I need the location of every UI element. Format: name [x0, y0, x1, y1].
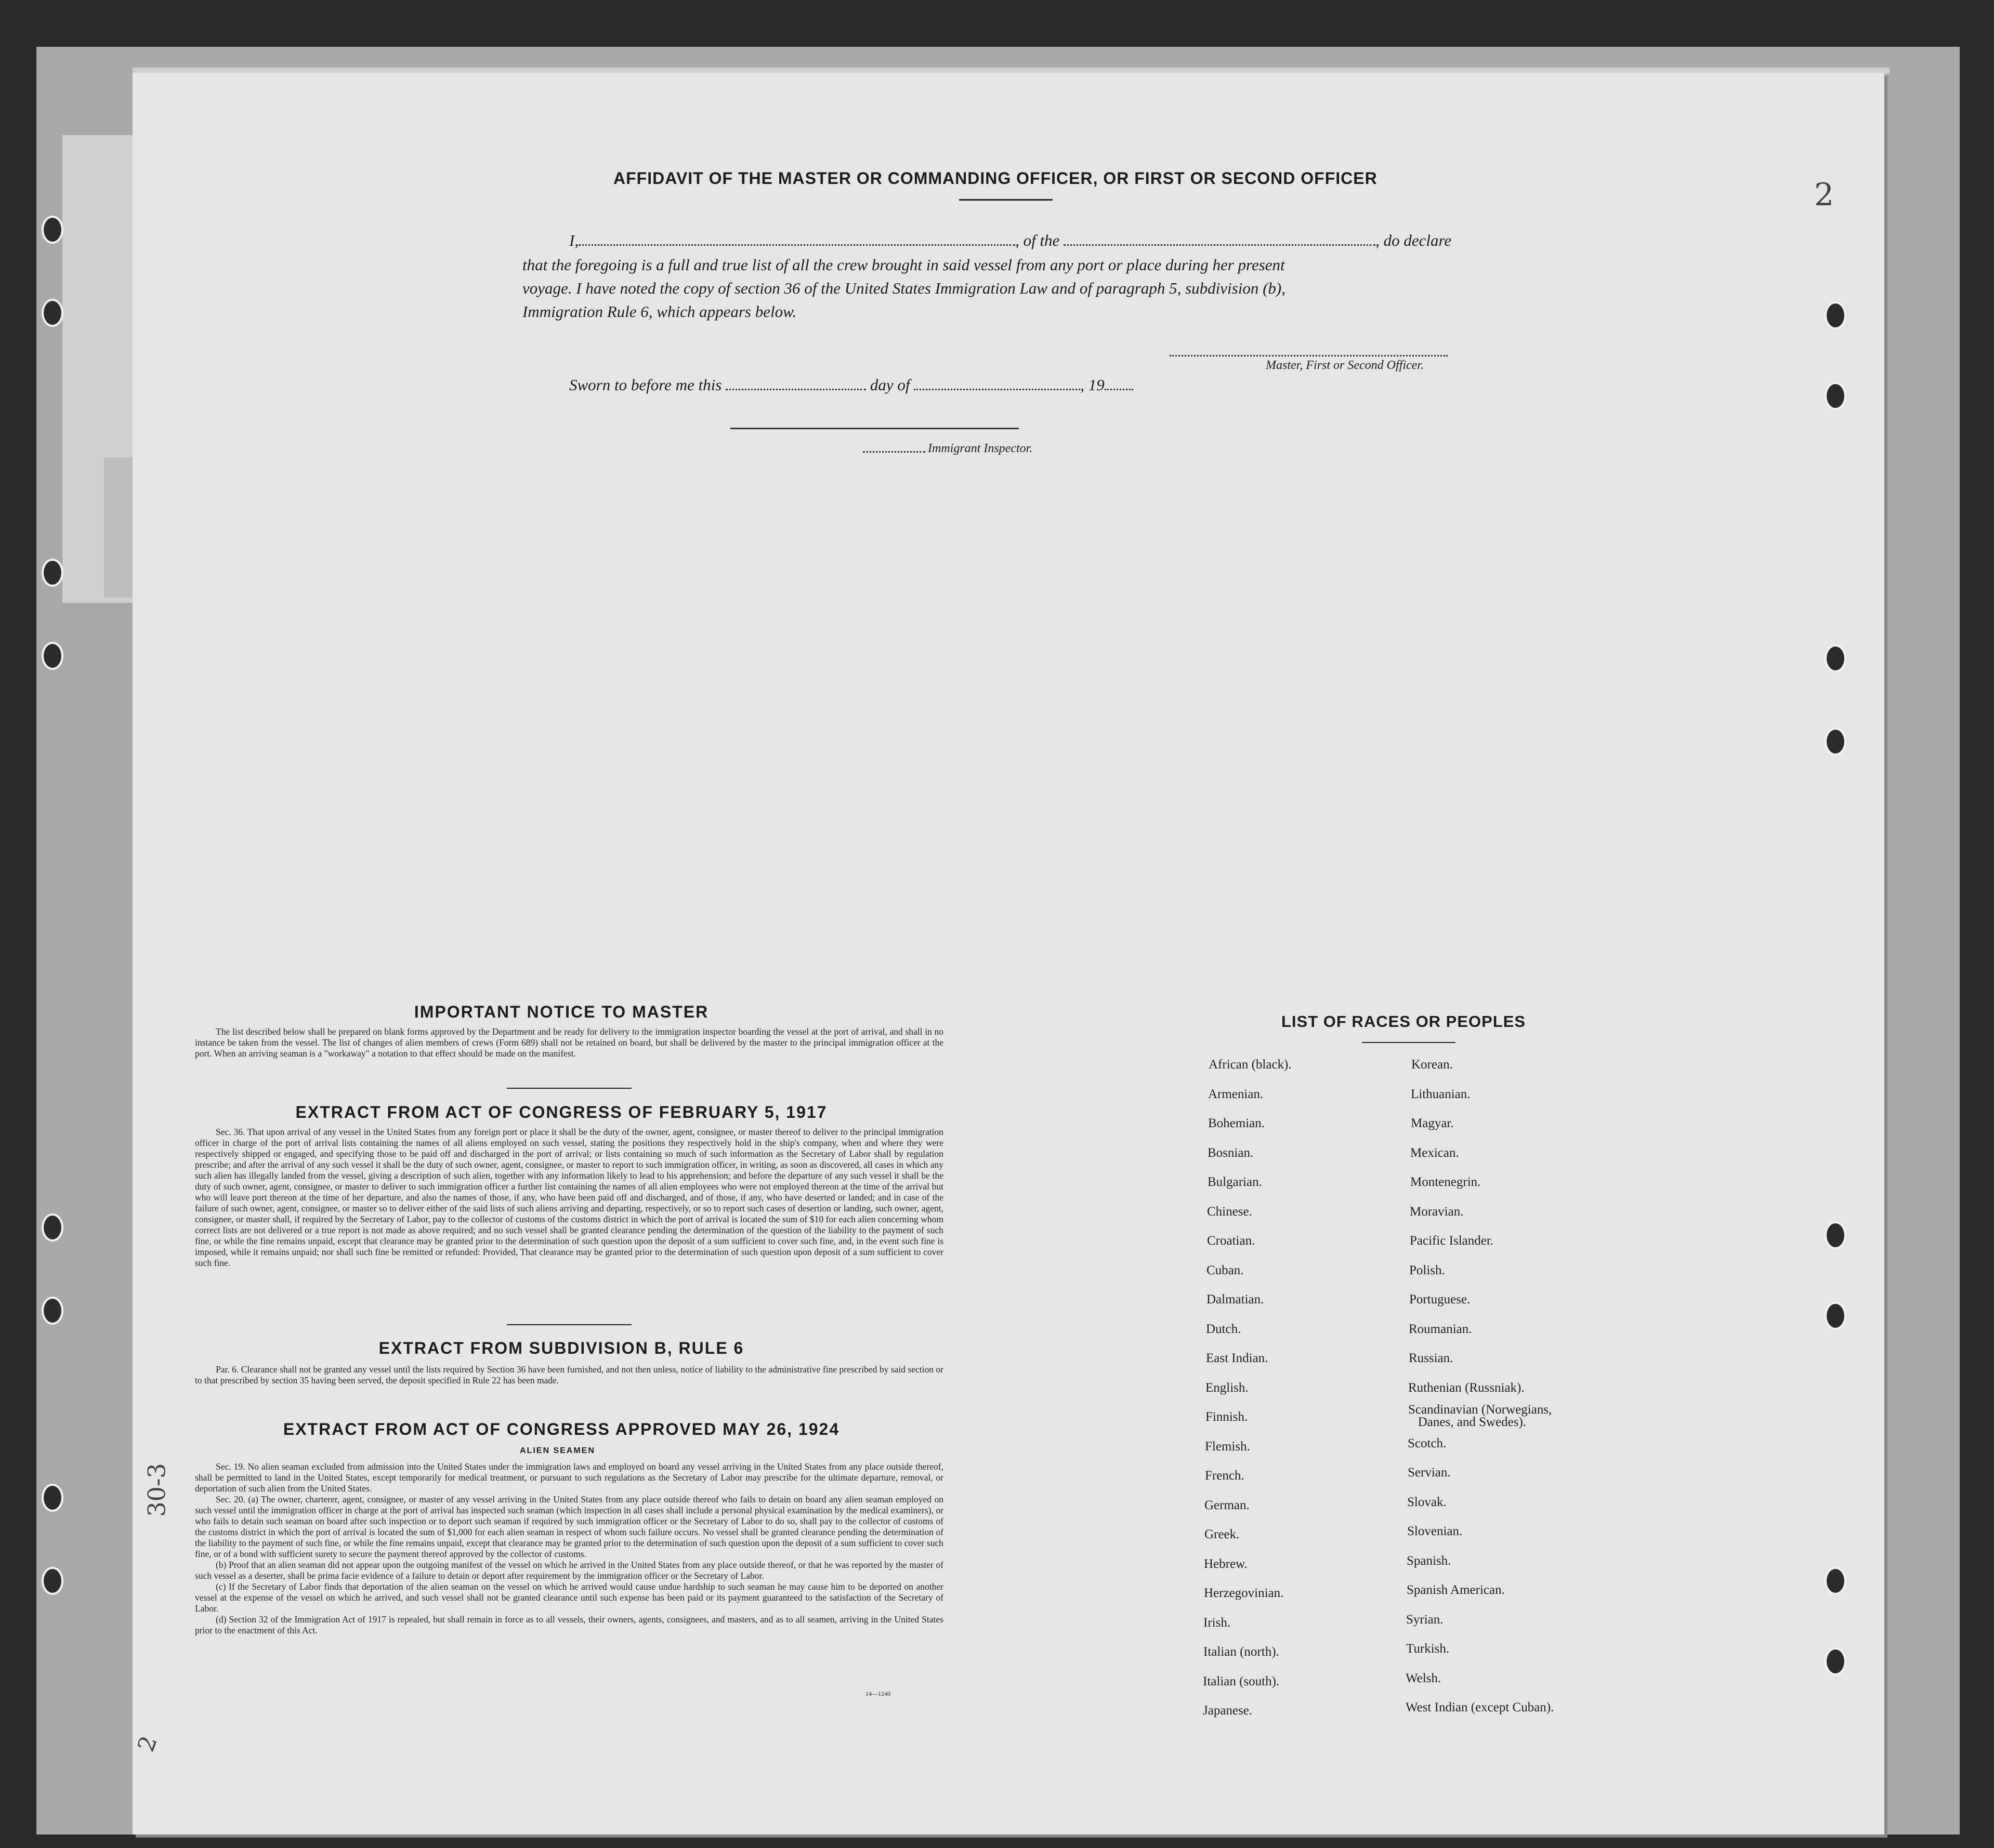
punch-hole [42, 299, 63, 327]
race-item-left: Bohemian. [1208, 1116, 1265, 1130]
races-title-underline [1362, 1042, 1455, 1043]
race-item-right: Spanish American. [1407, 1583, 1505, 1597]
race-item-left: Bosnian. [1208, 1145, 1254, 1160]
affidavit-line-1 [569, 229, 1489, 253]
par-6-paragraph: Par. 6. Clearance shall not be granted any vessel until the lists required by Section 36 have been furnished, and not then unless, notice of liability to the administrative fine prescribed by said section or to that prescribed by section 35 having been served, the deposit specified in Rule 22 has been made. [195, 1364, 943, 1385]
inspector-signature-line [730, 428, 1019, 429]
extract-1924-text [195, 1461, 943, 1636]
handwritten-corner-mark: 2 [133, 1732, 163, 1755]
section-divider [507, 1088, 632, 1089]
race-item-right: Turkish. [1406, 1642, 1450, 1656]
punch-hole [42, 1213, 63, 1242]
race-item-right: Portuguese. [1409, 1292, 1471, 1306]
sworn-year: , 19 [1080, 376, 1105, 394]
race-item-left: English. [1205, 1380, 1249, 1395]
race-item-left: Finnish. [1205, 1410, 1248, 1424]
sec-20d-paragraph: (d) Section 32 of the Immigration Act of 1917 is repealed, but shall remain in force as to all vessels, their owners, agents, consignees, and masters, and as to all seamen, arriving in the United States prior to the enactment of this Act. [195, 1614, 943, 1635]
sec-20b-paragraph: (b) Proof that an alien seaman did not appear upon the outgoing manifest of the vessel on which he arrived in the United States from any place outside thereof, or that he was reported by the master of such vessel as a deserter, shall be prima facie evidence of a failure to detain or deport after requirement by the immigration officer or the Secretary of Labor. [195, 1560, 943, 1581]
punch-hole [1825, 301, 1846, 329]
inspector-label: Immigrant Inspector. [928, 442, 1033, 455]
master-signature-line [1170, 355, 1448, 357]
alien-seamen-subtitle: ALIEN SEAMEN [520, 1446, 595, 1455]
notice-title: IMPORTANT NOTICE TO MASTER [414, 1002, 709, 1021]
race-item-right: Slovak. [1407, 1495, 1447, 1509]
affidavit-line-2: that the foregoing is a full and true list of all the crew brought in said vessel from any port or place during her present [522, 256, 1285, 274]
affidavit-title: AFFIDAVIT OF THE MASTER OR COMMANDING OFFICER, OR FIRST OR SECOND OFFICER [613, 169, 1378, 188]
notice-paragraph: The list described below shall be prepared on blank forms approved by the Department and be ready for delivery to the immigration inspector boarding the vessel at the port of arrival, and shall in no instance be taken from the vessel. The list of changes of alien members of crews (Form 689) shall not be retained on board, but shall be delivered by the master to the principal immigration officer at the port. When an arriving seaman is a "workaway" a notation to that effect should be made on the manifest. [195, 1026, 943, 1059]
race-item-left: Cuban. [1206, 1263, 1244, 1277]
section-divider [507, 1324, 632, 1325]
punch-hole [42, 1484, 63, 1512]
race-item-right: Lithuanian. [1411, 1087, 1471, 1101]
race-item-left: Hebrew. [1204, 1556, 1248, 1571]
punch-hole [1825, 728, 1846, 756]
race-item-left: Chinese. [1207, 1204, 1252, 1219]
race-item-left: Armenian. [1208, 1087, 1264, 1101]
race-item-right: Pacific Islander. [1410, 1234, 1494, 1248]
race-item-left: African (black). [1209, 1058, 1292, 1072]
race-item-left: Dalmatian. [1206, 1292, 1264, 1306]
sec-20c-paragraph: (c) If the Secretary of Labor finds that deportation of the alien seaman on the vessel on which he arrived would cause undue hardship to such seaman he may cause him to be deported on another vessel at the expense of the vessel on which he arrived, and such vessel shall not be granted clearance until such expense has been paid or its payment guaranteed to the satisfaction of the Secretary of Labor. [195, 1581, 943, 1614]
race-item-right: Scandinavian (Norwegians, Danes, and Swedes). [1408, 1403, 1552, 1429]
punch-hole [42, 1567, 63, 1595]
sworn-line [569, 373, 1245, 397]
handwritten-side-note: 30-3 [142, 1463, 171, 1517]
sec-20a-paragraph: Sec. 20. (a) The owner, charterer, agent, consignee, or master of any vessel arriving in the United States from any place outside thereof who fails to detain on board any alien seaman employed on such vessel until the immigration officer in charge at the port of arrival has inspected such seaman (which inspection in all cases shall include a personal physical examination by the medical examiners), or who fails to detain such seaman on board after such inspection or to deport such seaman if required by such immigration officer or the Secretary of Labor to do so, shall pay to the collector of customs of the customs district in which the port of arrival is located the sum of $1,000 for each alien seaman in respect of whom such failure occurs. No vessel shall be granted clearance pending the determination of the liability to the payment of such fine, or while the fine remains unpaid, except that clearance may be granted prior to the determination of such question upon the deposit of a sum sufficient to cover such fine, or of a bond with sufficient surety to secure the payment thereof approved by the collector of customs. [195, 1494, 943, 1559]
race-item-right: Roumanian. [1409, 1322, 1472, 1336]
race-item-right: Syrian. [1406, 1612, 1444, 1627]
race-item-left: Flemish. [1205, 1439, 1250, 1454]
master-signature-label: Master, First or Second Officer. [1266, 359, 1424, 372]
race-item-left: Dutch. [1206, 1322, 1241, 1336]
punch-hole [42, 216, 63, 244]
races-title: LIST OF RACES OR PEOPLES [1281, 1012, 1526, 1031]
punch-hole [1825, 644, 1846, 672]
sworn-day-of: day of [870, 376, 910, 394]
sworn-prefix: Sworn to before me this [569, 376, 722, 394]
race-item-left: Japanese. [1203, 1704, 1253, 1718]
handwritten-page-number: 2 [1814, 177, 1834, 213]
sec-36-paragraph: Sec. 36. That upon arrival of any vessel in the United States from any foreign port or place it shall be the duty of the owner, agent, consignee, or master thereof to deliver to the principal immigration officer in charge of the port of arrival lists containing the names of all aliens employed on such vessel, stating the positions they respectively hold in the ship's company, when and where they were respectively shipped or engaged, and specifying those to be paid off and discharged in the port of arrival; or lists containing so much of such information as the Secretary of Labor shall by regulation prescribe; and after the arrival of any such vessel it shall be the duty of such owner, agent, consignee, or master to report to such immigration officer, in writing, as soon as discovered, all cases in which any such alien has illegally landed from the vessel, giving a description of such alien, together with any information likely to lead to his apprehension; and before the departure of any such vessel it shall be the duty of such owner, agent, consignee, or master to deliver to such immigration officer a further list containing the names of all alien employees who were not employed thereon at the time of the arrival but who will leave port thereon at the time of her departure, and also the names of those, if any, who have been paid off and discharged, and of those, if any, who have deserted or landed; and in case of the failure of such owner, agent, consignee, or master so to deliver either of the said lists of such aliens arriving and departing, respectively, or so to report such cases of desertion or landing, such owner, agent, consignee, or master shall, if required by the Secretary of Labor, pay to the collector of customs of the customs district in which the port of arrival is located the sum of $10 for each alien concerning whom correct lists are not delivered or a true report is not made as above required; and no such vessel shall be granted clearance pending the determination of the question of the liability to the payment of such fine, or while the fine remains unpaid, except that clearance may be granted prior to the determination of such question upon the deposit of a sum sufficient to cover such fine, and, in the event such fine is imposed, while it remains unpaid; nor shall such fine be remitted or refunded: Provided, That clearance may be granted prior to the determination of such question upon deposit of a sum sufficient to cover such fine. [195, 1127, 943, 1268]
race-item-right: Magyar. [1411, 1116, 1454, 1130]
race-item-left: Herzegovinian. [1204, 1586, 1284, 1600]
race-item-left: East Indian. [1206, 1351, 1268, 1365]
race-item-left: Greek. [1204, 1527, 1240, 1541]
race-item-right: Polish. [1409, 1263, 1445, 1277]
race-item-left: Bulgarian. [1208, 1175, 1262, 1189]
race-item-right: Slovenian. [1407, 1524, 1463, 1538]
punch-hole [1825, 382, 1846, 410]
sec-19-paragraph: Sec. 19. No alien seaman excluded from admission into the United States under the immigration laws and employed on board any vessel arriving in the United States from any place outside thereof, shall be permitted to land in the United States, except temporarily for medical treatment, or pursuant to such regulations as the Secretary of Labor may prescribe for the ultimate departure, removal, or deportation of such alien from the United States. [195, 1461, 943, 1494]
affidavit-declare: , do declare [1375, 231, 1452, 249]
extract-1917-text [195, 1127, 943, 1269]
race-item-right: Russian. [1409, 1351, 1453, 1365]
affidavit-of-the: , of the [1015, 231, 1060, 249]
race-item-right: Spanish. [1407, 1553, 1451, 1568]
affidavit-i: I, [569, 231, 579, 249]
affidavit-line-3: voyage. I have noted the copy of section 36 of the United States Immigration Law and of paragraph 5, subdivision (b), [522, 279, 1285, 297]
vessel-blank [1064, 244, 1375, 246]
sworn-year-blank [1105, 389, 1133, 390]
extract-1924-title: EXTRACT FROM ACT OF CONGRESS APPROVED MAY 26, 1924 [283, 1420, 840, 1438]
sworn-month-blank [914, 389, 1080, 390]
race-item-left: Croatian. [1207, 1234, 1255, 1248]
race-item-right: Korean. [1411, 1058, 1453, 1072]
race-item-right: Ruthenian (Russniak). [1408, 1380, 1525, 1395]
punch-hole [42, 1297, 63, 1325]
race-item-right: Moravian. [1410, 1204, 1464, 1219]
race-item-right: West Indian (except Cuban). [1406, 1700, 1554, 1714]
inspector-dotted-line [863, 451, 925, 453]
extract-1917-title: EXTRACT FROM ACT OF CONGRESS OF FEBRUARY 5, 1917 [295, 1103, 828, 1121]
punch-hole [42, 559, 63, 587]
title-underline [959, 199, 1053, 201]
race-item-right: Scotch. [1408, 1436, 1447, 1450]
race-item-left: German. [1204, 1498, 1250, 1512]
race-item-left: Irish. [1203, 1615, 1231, 1630]
punch-hole [42, 642, 63, 670]
sworn-day-blank [726, 389, 866, 390]
race-item-right: Montenegrin. [1410, 1175, 1481, 1189]
subdivision-title: EXTRACT FROM SUBDIVISION B, RULE 6 [378, 1339, 744, 1357]
affidavit-line-4: Immigration Rule 6, which appears below. [522, 302, 797, 321]
punch-hole [1825, 1221, 1846, 1249]
notice-text [195, 1026, 943, 1059]
race-item-right: Servian. [1408, 1466, 1451, 1480]
race-item-left: Italian (north). [1203, 1645, 1279, 1659]
subdivision-text [195, 1364, 943, 1386]
name-blank [579, 244, 1015, 246]
race-item-right: Mexican. [1410, 1145, 1459, 1160]
race-item-left: French. [1205, 1469, 1244, 1483]
race-item-left: Italian (south). [1203, 1674, 1280, 1688]
punch-hole [1825, 1302, 1846, 1330]
race-item-right: Welsh. [1406, 1671, 1441, 1685]
form-number: 14—1240 [865, 1690, 890, 1697]
punch-hole [1825, 1647, 1846, 1675]
punch-hole [1825, 1567, 1846, 1595]
